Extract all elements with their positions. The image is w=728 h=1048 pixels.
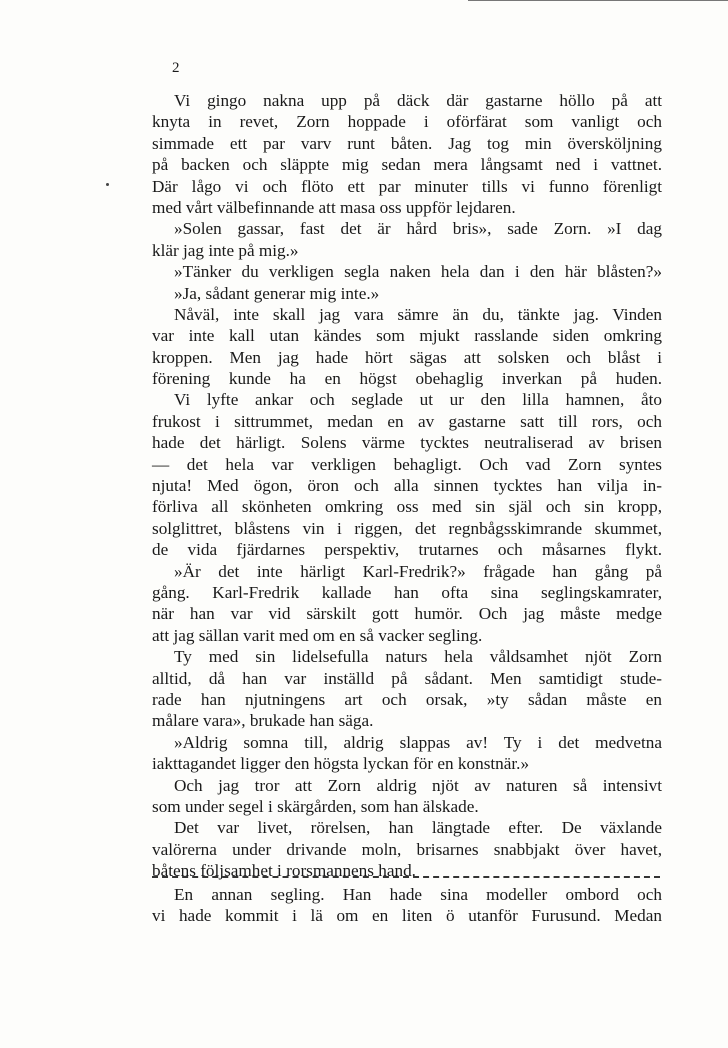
text-line: klär jag inte på mig.» [152, 240, 299, 260]
text-line: knyta in revet, Zorn hoppade i oförfärat som vanligt och [152, 112, 662, 132]
text-line: Ty med sin lidelsefulla naturs hela våldsamhet njöt Zorn [174, 647, 662, 667]
text-line: Vi gingo nakna upp på däck där gastarne höllo på att [174, 91, 662, 110]
text-line: frukost i sittrummet, medan en av gastarne satt till rors, och [152, 411, 662, 431]
text-line: som under segel i skärgården, som han älskade. [152, 796, 479, 816]
text-line: båtens följsamhet i rorsmannens hand. [152, 861, 416, 881]
text-line: iakttagandet ligger den högsta lyckan för en konstnär.» [152, 754, 530, 774]
text-line: de vida fjärdarnes perspektiv, trutarnes och måsarnes flykt. [152, 540, 662, 560]
text-line: att jag sällan varit med om en så vacker segling. [152, 625, 483, 645]
text-line: kroppen. Men jag hade hört sägas att solsken och blåst i [152, 347, 662, 367]
text-line: rade han njutningens art och orsak, »ty sådan måste en [152, 689, 662, 709]
text-line: var inte kall utan kändes som mjukt rasslande siden omkring [152, 326, 662, 346]
text-line: njuta! Med ögon, öron och alla sinnen tycktes han vilja in- [152, 476, 662, 496]
text-line: valörerna under drivande moln, brisarnes snabbjakt över havet, [152, 839, 662, 859]
text-line: Det var livet, rörelsen, han längtade efter. De växlande [174, 818, 662, 838]
text-line: förliva all skönheten omkring oss med sin själ och sin kropp, [152, 497, 662, 517]
text-line: vi hade kommit i lä om en liten ö utanför Furusund. Medan [152, 906, 662, 926]
text-line: med vårt välbefinnande att masa oss uppför lejdaren. [152, 197, 516, 217]
text-line: »Solen gassar, fast det är hård bris», sade Zorn. »I dag [174, 219, 662, 239]
top-edge-rule [468, 0, 728, 1]
text-line: solglittret, blåstens vin i riggen, det regnbågsskimrande skummet, [152, 518, 662, 538]
text-line: Nåväl, inte skall jag vara sämre än du, tänkte jag. Vinden [174, 304, 662, 324]
text-line: »Aldrig somna till, aldrig slappas av! Ty i det medvetna [174, 732, 662, 752]
text-line: »Är det inte härligt Karl-Fredrik?» frågade han gång på [174, 561, 662, 581]
text-line: simmade ett par varv runt båten. Jag tog min översköljning [152, 133, 662, 153]
text-line: Där lågo vi och flöto ett par minuter tills vi funno förenligt [152, 176, 662, 196]
text-line: — det hela var verkligen behagligt. Och vad Zorn syntes [152, 454, 662, 474]
text-line: målare vara», brukade han säga. [152, 711, 374, 731]
page-number: 2 [172, 60, 180, 76]
section-separator [152, 876, 660, 878]
text-line: Och jag tror att Zorn aldrig njöt av naturen så intensivt [174, 775, 662, 795]
margin-speck [106, 183, 109, 186]
text-line: Vi lyfte ankar och seglade ut ur den lilla hamnen, åto [174, 390, 662, 410]
text-line: »Ja, sådant generar mig inte.» [174, 283, 380, 303]
body-text-main [152, 90, 662, 881]
text-line: En annan segling. Han hade sina modeller ombord och [174, 885, 662, 904]
text-line: »Tänker du verkligen segla naken hela dan i den här blåsten?» [174, 262, 662, 282]
text-line: hade det härligt. Solens värme tycktes neutraliserad av brisen [152, 433, 662, 453]
text-line: när han var vid särskilt gott humör. Och jag måste medge [152, 604, 662, 624]
body-text-continued [152, 884, 662, 927]
text-line: förening kunde ha en högst obehaglig inverkan på huden. [152, 369, 662, 389]
text-line: gång. Karl-Fredrik kallade han ofta sina seglingskamrater, [152, 582, 662, 602]
text-line: alltid, då han var inställd på sådant. Men samtidigt stude- [152, 668, 662, 688]
text-line: på backen och släppte mig sedan mera långsamt ned i vattnet. [152, 155, 662, 175]
